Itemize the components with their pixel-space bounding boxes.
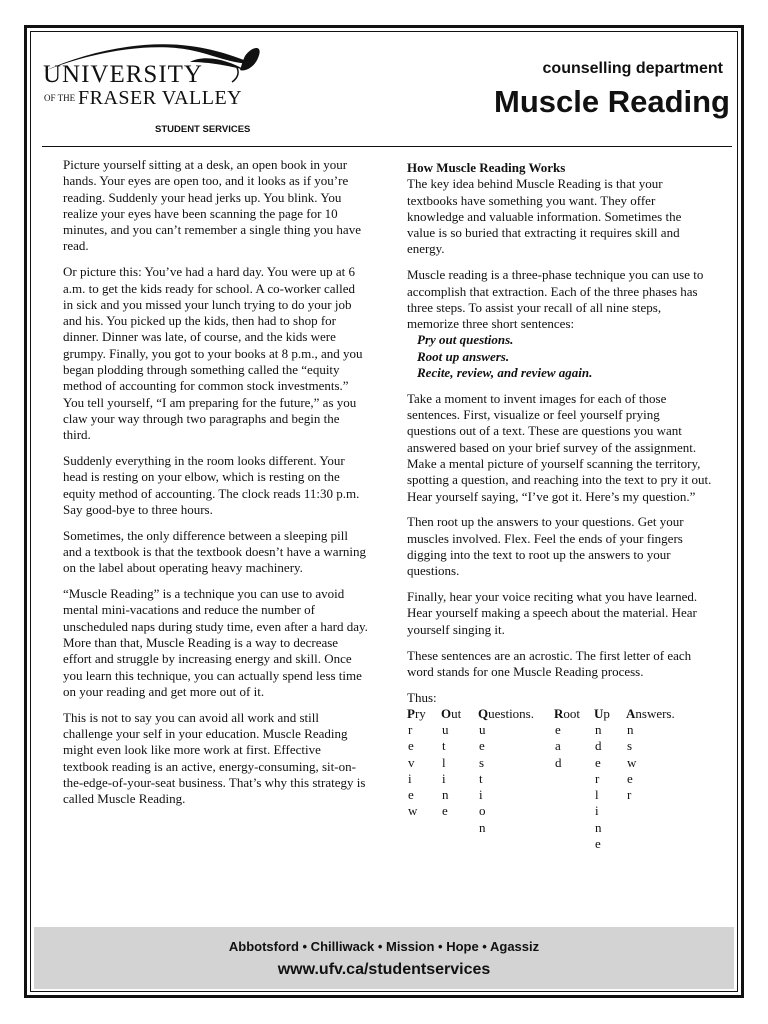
acrostic-letter: o [479, 803, 486, 819]
acrostic-letter: e [595, 835, 601, 851]
step-item: Pry out questions. [417, 332, 514, 348]
paragraph: Finally, hear your voice reciting what you have learned. Hear yourself making a speech about the material. Hear yourself singing it. [407, 589, 698, 637]
acrostic-word: Up [594, 705, 610, 721]
acrostic-letter: e [408, 787, 414, 803]
acrostic-initial: U [594, 705, 604, 721]
acrostic-letter: i [408, 770, 412, 786]
acrostic-word: Out [441, 705, 462, 721]
acrostic-letter: d [595, 738, 602, 754]
acrostic-word: Answers. [626, 705, 675, 721]
acrostic-letter: l [442, 754, 446, 770]
acrostic-letter: w [408, 803, 418, 819]
acrostic-letter: n [627, 721, 634, 737]
paragraph: Suddenly everything in the room looks different. Your head is resting on your elbow, which is resting on the equity method of accounting. The clock reads 11:30 p.m. Say good-bye to three hours. [63, 453, 360, 517]
steps-list [407, 332, 712, 381]
paragraph: Take a moment to invent images for each of those sentences. First, visualize or feel yourself prying questions out of a text. These are questions you want answered based on your brief survey of the assignment. Make a mental picture of yourself scanning the territory, spotting a question, and reaching into the text to pry it out. Hear yourself saying, “I’ve got it. Here’s my question.” [407, 390, 712, 504]
paragraph: This is not to say you can avoid all work and still challenge your self in your education. Muscle Reading might even look like more work at first. Effective textbook reading is an active, energy-consuming, sit-on-the-edge-of-your-seat business. That’s why this strategy is called Muscle Reading. [63, 709, 366, 807]
paragraph: The key idea behind Muscle Reading is that your textbooks have something you want. They offer knowledge and valuable information. Sometimes the value is so buried that extracting it requires skill and energy. [407, 176, 682, 257]
acrostic-letter: e [442, 803, 448, 819]
acrostic-letter: n [595, 819, 602, 835]
paragraph: Muscle reading is a three-phase technique you can use to accomplish that extraction. Each of the three phases has three steps. To assist your recall of all nine steps, memorize three short sentences: [407, 267, 704, 332]
acrostic-letter: t [479, 770, 483, 786]
page-title: Muscle Reading [494, 84, 730, 119]
acrostic-letter: d [555, 754, 562, 770]
acrostic-letter: u [479, 721, 486, 737]
acrostic-word: Questions. [478, 705, 534, 721]
acrostic-letter: e [408, 738, 414, 754]
acrostic-letter: e [555, 721, 561, 737]
thus-label: Thus: [407, 689, 437, 705]
acrostic-letters [408, 722, 417, 820]
acrostic-letter: t [442, 738, 446, 754]
acrostic-letter: r [408, 721, 413, 737]
acrostic-initial: O [441, 705, 452, 721]
left-column [63, 157, 368, 817]
right-column [407, 160, 712, 851]
section-heading: How Muscle Reading Works [407, 160, 566, 175]
step-item: Root up answers. [417, 348, 510, 364]
acrostic-letter: u [442, 721, 449, 737]
logo-university-text: UNIVERSITY [43, 61, 203, 88]
acrostic-letter: r [627, 787, 632, 803]
acrostic-letters [627, 722, 636, 803]
acrostic-letter: l [595, 787, 599, 803]
logo-of-the-text: OF THE [44, 93, 76, 103]
step-item: Recite, review, and review again. [417, 365, 593, 381]
acrostic-letter: s [627, 738, 633, 754]
department-label: counselling department [542, 60, 723, 77]
acrostic-letter: n [595, 721, 602, 737]
acrostic-word: Root [554, 705, 581, 721]
acrostic-letter: e [595, 754, 601, 770]
acrostic-letter: n [442, 787, 449, 803]
acrostic-initial: A [626, 705, 636, 721]
acrostic-word: Pry [407, 705, 426, 721]
header-divider [42, 146, 732, 147]
paragraph: Picture yourself sitting at a desk, an open book in your hands. Your eyes are open too, and it looks as if you’re reading. Suddenly your head jerks up. You blink. You realize your eyes have been scanning the page for 10 minutes, and you can’t remember a single thing you have read. [63, 157, 361, 254]
acrostic-letter: n [479, 819, 486, 835]
campus-list: Abbotsford • Chilliwack • Mission • Hope • Agassiz [228, 939, 540, 954]
paragraph: Or picture this: You’ve had a hard day. You were up at 6 a.m. to get the kids ready for school. A co-worker called in sick and you missed your lunch trying to do your job and his. You picked up the kids, then had to shop for dinner. Dinner was late, of course, and the kids were grumpy. Finally, you got to your books at 8 p.m., and you began plodding through something called the “equity method of accounting for common stock investments.” You tell yourself, “I am preparing for the future,” as you claw your way through two paragraphs and begin the third. [63, 264, 363, 443]
paragraph: Then root up the answers to your questions. Get your muscles involved. Flex. Feel the ends of your fingers digging into the text to root up the answers to your questions. [407, 514, 684, 579]
acrostic-letter: e [627, 770, 633, 786]
acrostic-table [407, 705, 712, 851]
acrostic-initial: P [407, 705, 415, 721]
logo-student-services-text: STUDENT SERVICES [155, 124, 251, 135]
logo-fraser-valley-text: FRASER VALLEY [78, 87, 243, 109]
paragraph: These sentences are an acrostic. The first letter of each word stands for one Muscle Reading process. [407, 647, 692, 679]
acrostic-letter: r [595, 770, 600, 786]
footer [34, 927, 734, 989]
acrostic-letters [442, 722, 449, 820]
ufv-logo [40, 42, 270, 142]
acrostic-letter: s [479, 754, 485, 770]
acrostic-letters [595, 722, 602, 852]
acrostic-initial: R [554, 705, 564, 721]
acrostic-letters [479, 722, 486, 836]
paragraph: Sometimes, the only difference between a sleeping pill and a textbook is that the textbook doesn’t have a warning on the label about operating heavy machinery. [63, 527, 367, 576]
acrostic-letters [555, 722, 562, 771]
acrostic-letter: a [555, 738, 561, 754]
acrostic-initial: Q [478, 705, 489, 721]
website-link[interactable]: www.ufv.ca/studentservices [277, 961, 491, 978]
acrostic-letter: w [627, 754, 637, 770]
acrostic-letter: i [595, 803, 599, 819]
acrostic-letter: v [408, 754, 415, 770]
acrostic-letter: e [479, 738, 485, 754]
acrostic-letter: i [442, 770, 446, 786]
acrostic-letter: i [479, 787, 483, 803]
paragraph: “Muscle Reading” is a technique you can use to avoid mental mini-vacations and reduce the number of unscheduled naps during study time, even after a hard day. More than that, Muscle Reading is a way to decrease effort and struggle by increasing energy and skill. Once you learn this technique, you can actually spend less time on your reading and get more out of it. [63, 586, 368, 699]
